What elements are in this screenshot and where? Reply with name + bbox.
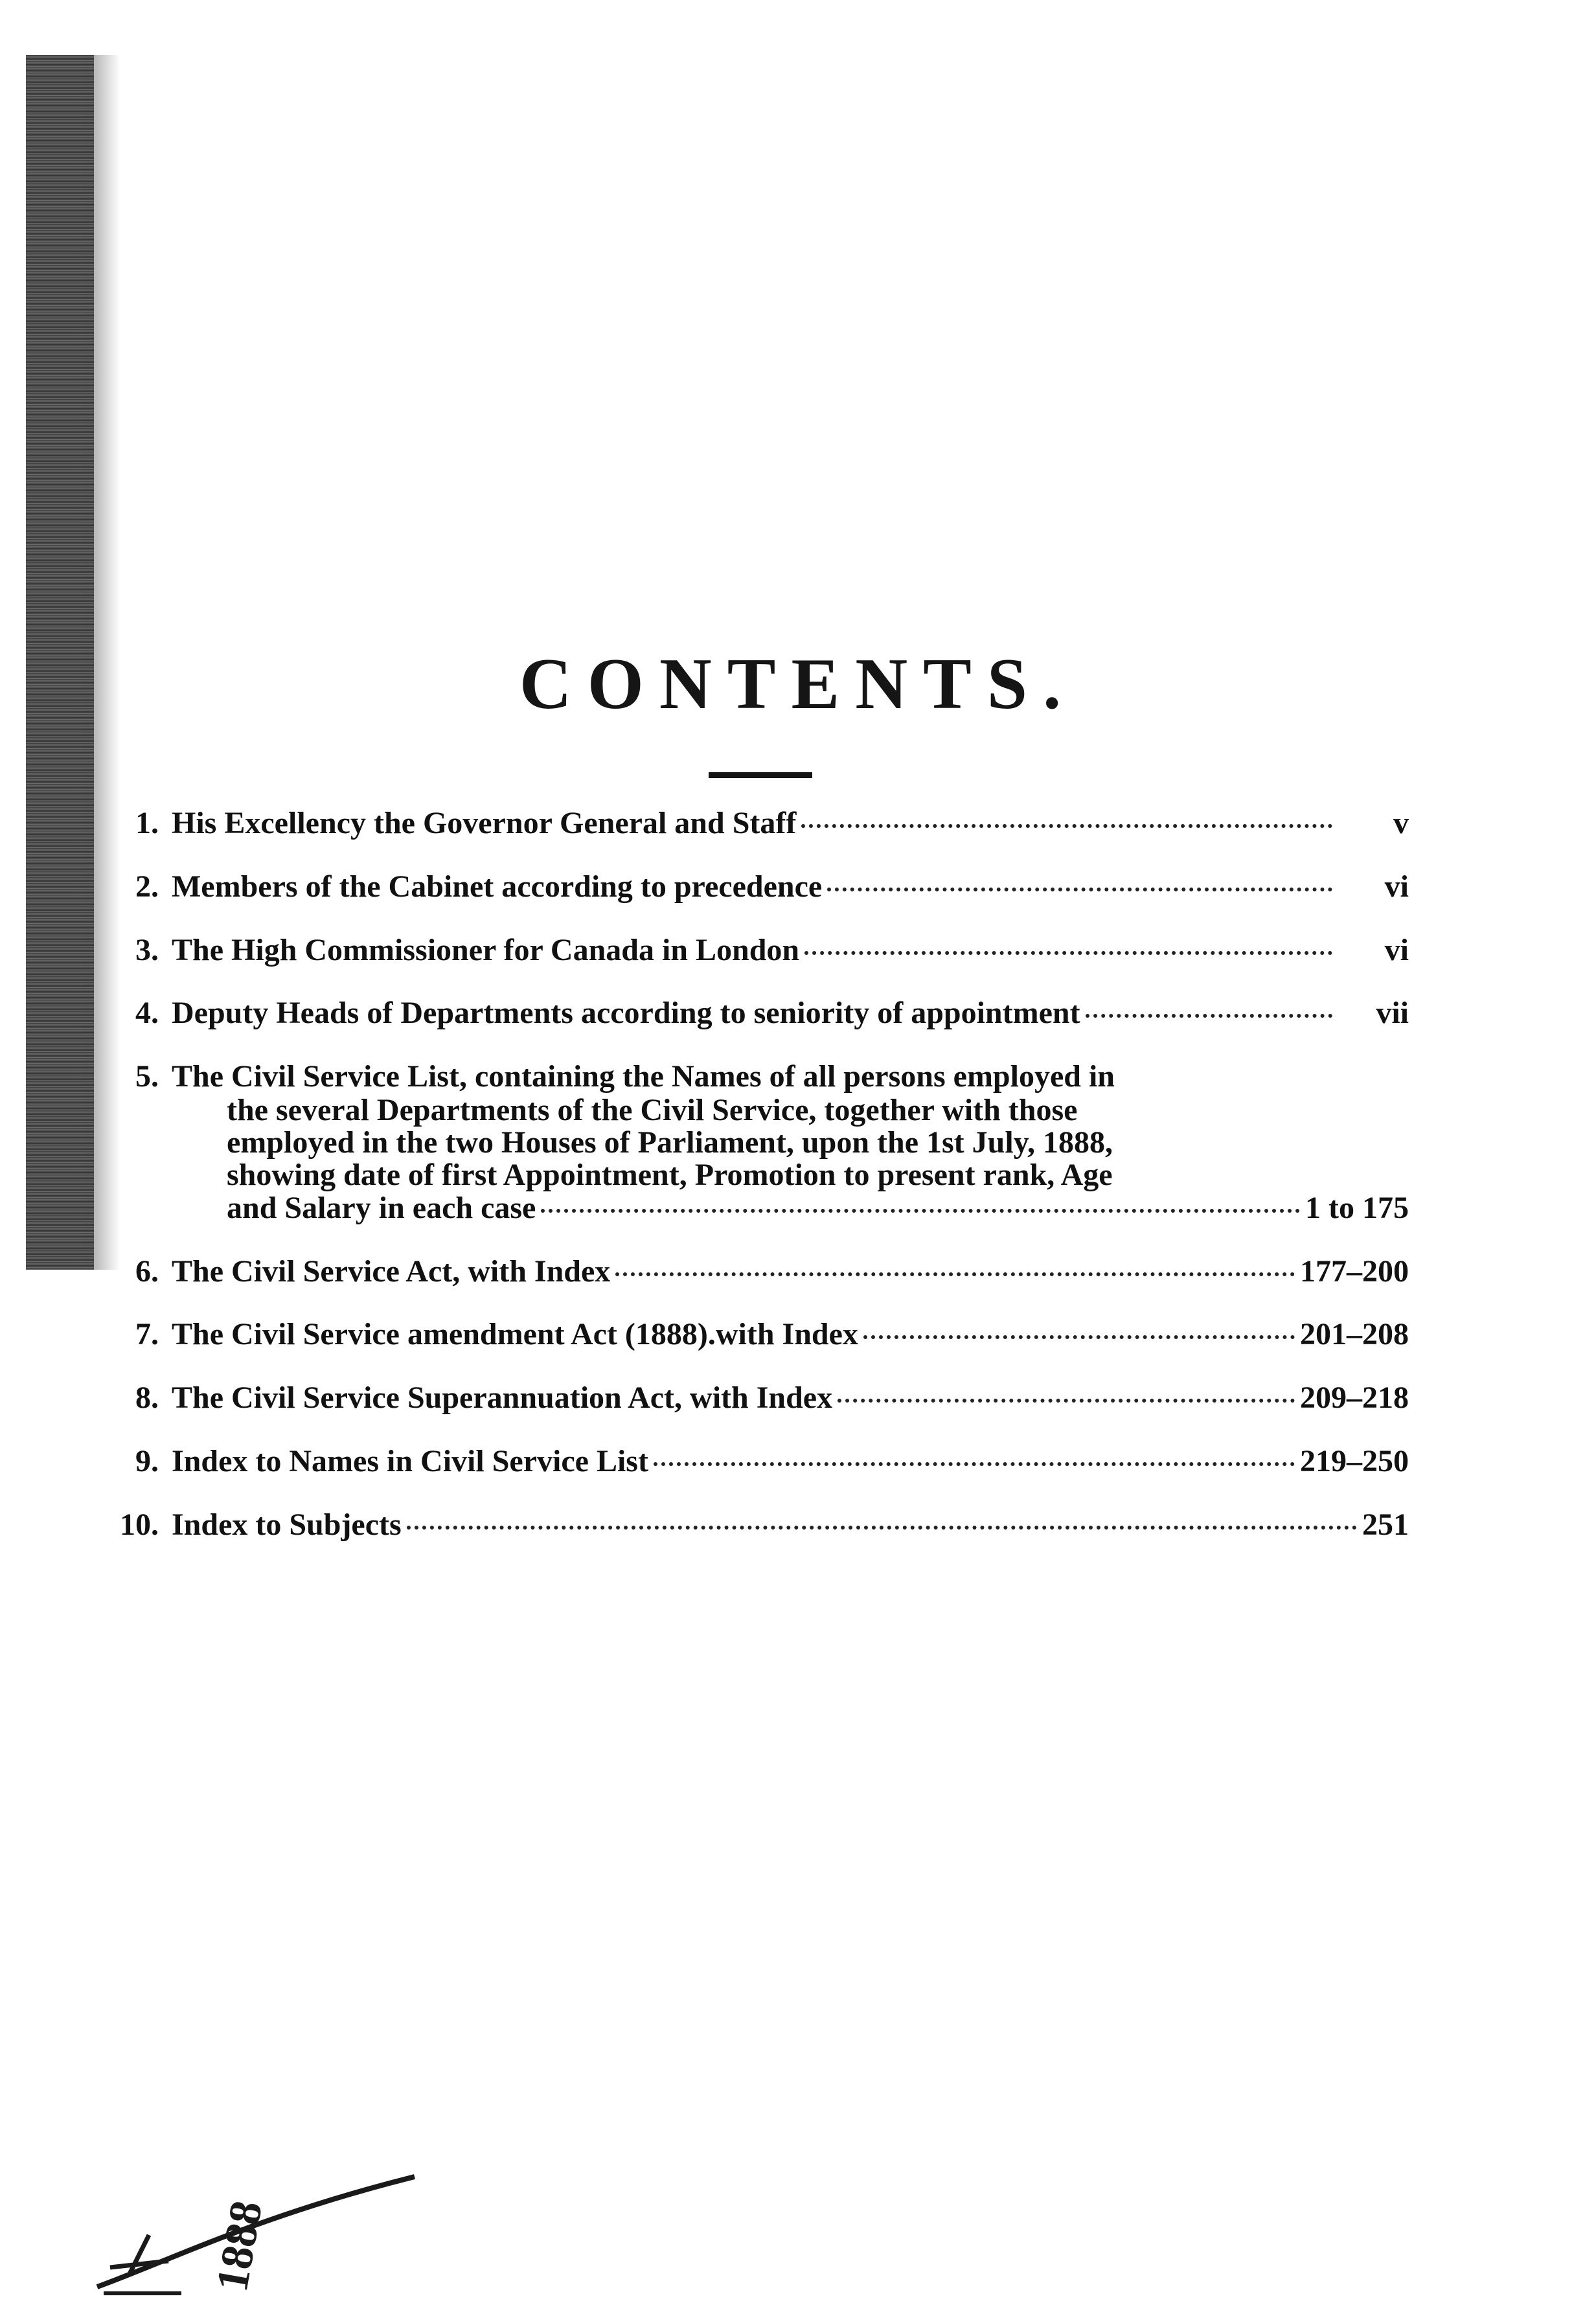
toc-entry-page: vii xyxy=(1376,996,1409,1031)
toc-entry-page: 201–208 xyxy=(1300,1317,1409,1352)
toc-entry-page: 251 xyxy=(1362,1507,1409,1542)
dot-leader xyxy=(1086,1014,1332,1018)
toc-entry-title: Index to Names in Civil Service List xyxy=(172,1443,648,1478)
toc-entry-number: 8. xyxy=(135,1381,159,1416)
toc-entry-number: 5. xyxy=(135,1059,159,1094)
toc-entry-7[interactable] xyxy=(107,1318,1409,1352)
toc-entry-title: The Civil Service amendment Act (1888).with Index xyxy=(172,1317,858,1352)
toc-entry-page: vi xyxy=(1384,869,1409,904)
toc-entry-title: Index to Subjects xyxy=(172,1507,402,1542)
toc-entry-title: The Civil Service Superannuation Act, with Index xyxy=(172,1381,833,1416)
toc-entry-title: The Civil Service Act, with Index xyxy=(172,1254,611,1289)
dot-leader xyxy=(801,824,1332,828)
toc-entry-number: 2. xyxy=(135,869,159,904)
toc-entry-page: 1 to 175 xyxy=(1305,1190,1409,1225)
dot-leader xyxy=(838,1399,1295,1403)
page-title: CONTENTS. xyxy=(519,644,1077,724)
dot-leader xyxy=(654,1462,1295,1466)
toc-entry-page: vi xyxy=(1384,932,1409,967)
toc-entry-number: 10. xyxy=(120,1507,159,1542)
toc-entry-4[interactable] xyxy=(107,996,1409,1031)
toc-entry-page: v xyxy=(1393,806,1409,840)
toc-entry-2[interactable] xyxy=(107,870,1409,904)
toc-entry-number: 6. xyxy=(135,1254,159,1289)
toc-entry-title-line: showing date of first Appointment, Promotion to present rank, Age xyxy=(227,1157,1113,1192)
dot-leader xyxy=(804,951,1332,955)
toc-entry-title: His Excellency the Governor General and Staff xyxy=(172,806,797,840)
toc-entry-title: Members of the Cabinet according to precedence xyxy=(172,869,823,904)
title-rule xyxy=(709,772,812,778)
toc-entry-page: 219–250 xyxy=(1300,1443,1409,1478)
toc-entry-number: 3. xyxy=(135,932,159,967)
table-of-contents xyxy=(107,807,1409,1571)
dot-leader xyxy=(407,1526,1357,1530)
stamp-number: 1888 xyxy=(207,2197,273,2295)
toc-entry-10[interactable] xyxy=(107,1508,1409,1542)
dot-leader xyxy=(827,888,1332,891)
toc-entry-8[interactable] xyxy=(107,1381,1409,1416)
dot-leader xyxy=(541,1209,1300,1213)
handwritten-stamp xyxy=(91,2164,428,2300)
toc-entry-number: 1. xyxy=(135,806,159,840)
toc-entry-9[interactable] xyxy=(107,1445,1409,1479)
toc-entry-page: 177–200 xyxy=(1300,1254,1409,1289)
toc-entry-number: 7. xyxy=(135,1317,159,1352)
toc-entry-1[interactable] xyxy=(107,807,1409,841)
toc-entry-page: 209–218 xyxy=(1300,1381,1409,1416)
toc-entry-6[interactable] xyxy=(107,1255,1409,1289)
toc-entry-title: The High Commissioner for Canada in London xyxy=(172,932,800,967)
toc-entry-5[interactable] xyxy=(107,1060,1409,1225)
toc-entry-title: Deputy Heads of Departments according to seniority of appointment xyxy=(172,996,1080,1031)
toc-entry-number: 4. xyxy=(135,996,159,1031)
toc-entry-title-line: The Civil Service List, containing the Names of all persons employed in xyxy=(172,1059,1115,1094)
toc-entry-number: 9. xyxy=(135,1443,159,1478)
toc-entry-3[interactable] xyxy=(107,934,1409,968)
dot-leader xyxy=(615,1272,1295,1276)
toc-entry-title-line: the several Departments of the Civil Service, together with those xyxy=(227,1092,1078,1127)
toc-entry-title-line: employed in the two Houses of Parliament, upon the 1st July, 1888, xyxy=(227,1125,1113,1160)
dot-leader xyxy=(863,1335,1295,1339)
toc-entry-title-line: and Salary in each case xyxy=(227,1190,536,1225)
